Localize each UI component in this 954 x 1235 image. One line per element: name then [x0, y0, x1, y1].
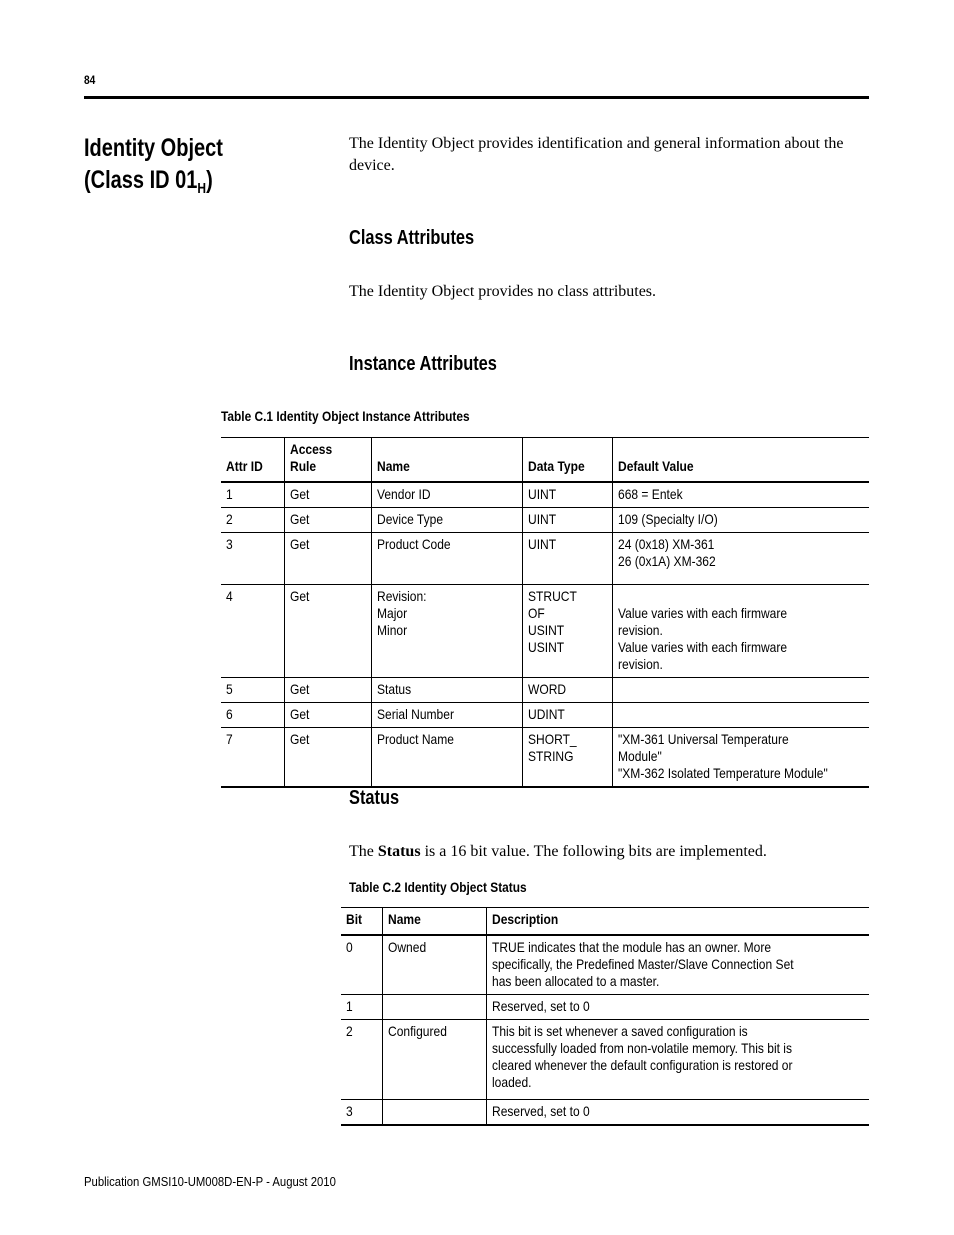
- table-row: [341, 935, 869, 995]
- table-row: [341, 1020, 869, 1100]
- table-cell: UINT: [522, 482, 612, 508]
- col-data-type: Data Type: [522, 438, 612, 483]
- table-cell: This bit is set whenever a saved configuration is successfully loaded from non-volatile memory. This bit is cleared whenever the default configuration is restored or loaded.: [486, 1020, 869, 1100]
- table-row: [221, 508, 869, 533]
- table-cell: 5: [226, 681, 233, 697]
- table-cell: 3: [226, 536, 233, 552]
- table-cell: Serial Number: [371, 703, 522, 728]
- table-cell: 6: [226, 706, 233, 722]
- title-line-2: (Class ID $01_H$): [84, 166, 213, 197]
- table-header-row: [341, 908, 869, 936]
- page-number: 84: [84, 73, 96, 87]
- table-cell: Get: [284, 508, 371, 533]
- table-cell: 24 (0x18) XM-361 26 (0x1A) XM-362: [612, 533, 869, 585]
- table-cell: Vendor ID: [371, 482, 522, 508]
- table-cell: [612, 703, 869, 728]
- table-cell: Get: [284, 728, 371, 788]
- table-row: [221, 533, 869, 585]
- footer-publication: Publication GMSI10-UM008D-EN-P - August 2010: [84, 1174, 336, 1189]
- table-row: [221, 728, 869, 788]
- class-attributes-text: The Identity Object provides no class attributes.: [349, 283, 657, 300]
- table-cell: Reserved, set to 0: [486, 995, 869, 1020]
- table-cell: [382, 1100, 486, 1126]
- table-cell: Configured: [382, 1020, 486, 1100]
- table-cell: 4: [226, 588, 233, 604]
- table-cell: 109 (Specialty I/O): [612, 508, 869, 533]
- table-cell: Device Type: [371, 508, 522, 533]
- table-cell: Status: [371, 678, 522, 703]
- table-cell: Revision: Major Minor: [371, 585, 522, 678]
- table-cell: "XM-361 Universal Temperature Module" "XM-362 Isolated Temperature Module": [612, 728, 869, 788]
- table-cell: Product Code: [371, 533, 522, 585]
- intro-paragraph: The Identity Object provides identification and general information about the device.: [349, 135, 844, 174]
- table-cell: UINT: [522, 508, 612, 533]
- title-line-1: Identity Object: [84, 134, 223, 162]
- header-rule: [84, 96, 869, 99]
- table-header-row: [221, 438, 869, 483]
- table-cell: Get: [284, 678, 371, 703]
- class-attributes-heading: Class Attributes: [349, 227, 475, 249]
- col-attr-id: Attr ID: [226, 458, 263, 474]
- col-bit: Bit: [346, 911, 363, 927]
- table-cell: 7: [226, 731, 233, 747]
- table-cell: 2: [226, 511, 233, 527]
- table-cell: 3: [346, 1103, 353, 1119]
- instance-attributes-table: [221, 437, 869, 788]
- table-cell: 0: [346, 939, 353, 955]
- table-cell: SHORT_ STRING: [522, 728, 612, 788]
- table-cell: 668 = Entek: [612, 482, 869, 508]
- table-c1-caption: Table C.1 Identity Object Instance Attributes: [221, 408, 470, 424]
- table-cell: Reserved, set to 0: [486, 1100, 869, 1126]
- col-description: Description: [486, 908, 869, 936]
- table-row: [221, 703, 869, 728]
- table-cell: Get: [284, 533, 371, 585]
- col-name: Name: [371, 438, 522, 483]
- col-access-rule: Access Rule: [284, 438, 371, 483]
- table-cell: [612, 678, 869, 703]
- table-cell: Value varies with each firmware revision. Value varies with each firmware revision.: [612, 585, 869, 678]
- table-cell: Get: [284, 482, 371, 508]
- table-row: [221, 585, 869, 678]
- table-cell: Owned: [382, 935, 486, 995]
- col-default-value: Default Value: [612, 438, 869, 483]
- page-title: [84, 132, 223, 205]
- table-cell: WORD: [522, 678, 612, 703]
- table-row: [341, 1100, 869, 1126]
- table-row: [341, 995, 869, 1020]
- table-cell: 1: [346, 998, 353, 1014]
- table-cell: UDINT: [522, 703, 612, 728]
- status-heading: Status: [349, 787, 400, 809]
- col-name: Name: [382, 908, 486, 936]
- table-c2-caption: Table C.2 Identity Object Status: [349, 879, 527, 895]
- table-cell: 2: [346, 1023, 353, 1039]
- table-cell: TRUE indicates that the module has an owner. More specifically, the Predefined Master/Slave Connection Set has been allocated to a master.: [486, 935, 869, 995]
- table-cell: STRUCT OF USINT USINT: [522, 585, 612, 678]
- status-text: The Status is a 16 bit value. The following bits are implemented.: [349, 843, 767, 860]
- table-row: [221, 678, 869, 703]
- table-cell: Get: [284, 585, 371, 678]
- table-cell: Get: [284, 703, 371, 728]
- table-cell: Product Name: [371, 728, 522, 788]
- table-cell: UINT: [522, 533, 612, 585]
- status-table: [341, 907, 869, 1126]
- table-cell: [382, 995, 486, 1020]
- instance-attributes-heading: Instance Attributes: [349, 353, 497, 375]
- table-row: [221, 482, 869, 508]
- table-cell: 1: [226, 486, 233, 502]
